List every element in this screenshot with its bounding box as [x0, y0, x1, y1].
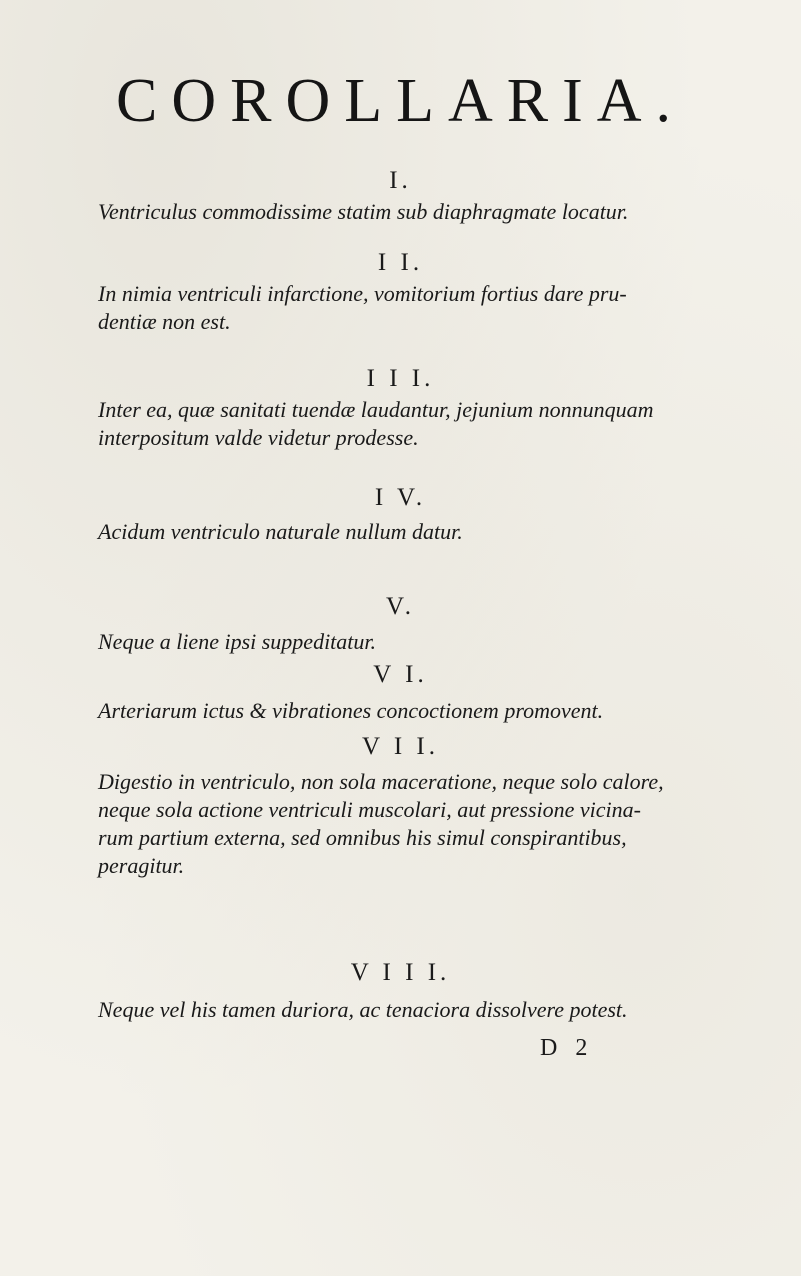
text-line: In nimia ventriculi infarctione, vomitorium fortius dare pru-	[98, 281, 627, 306]
corollary-text	[98, 996, 758, 1024]
text-line: Neque vel his tamen duriora, ac tenaciora dissolvere potest.	[98, 997, 628, 1022]
text-line: dentiæ non est.	[98, 309, 231, 334]
text-line: peragitur.	[98, 853, 185, 878]
corollary-numeral: I.	[389, 167, 412, 194]
corollary-text	[98, 697, 758, 725]
corollary-numeral: V I I I.	[350, 959, 451, 986]
corollary-numeral: V.	[385, 593, 416, 620]
text-line: Arteriarum ictus & vibrationes concoctionem promovent.	[98, 698, 604, 723]
text-line: neque sola actione ventriculi muscolari, aut pressione vicina-	[98, 797, 641, 822]
text-line: Ventriculus commodissime statim sub diaphragmate locatur.	[98, 199, 629, 224]
text-line: Acidum ventriculo naturale nullum datur.	[98, 519, 463, 544]
signature-mark: D 2	[540, 1035, 594, 1061]
corollary-text	[98, 198, 758, 226]
corollary-numeral: I V.	[374, 484, 427, 511]
text-line: Neque a liene ipsi suppeditatur.	[98, 629, 377, 654]
corollary-numeral: V I.	[373, 661, 428, 688]
corollary-text	[98, 396, 758, 452]
corollary-text	[98, 768, 758, 880]
corollary-text	[98, 628, 758, 656]
corollary-numeral: V I I.	[361, 733, 439, 760]
corollary-text	[98, 518, 758, 546]
corollary-text	[98, 280, 758, 336]
text-line: Digestio in ventriculo, non sola maceratione, neque solo calore,	[98, 769, 664, 794]
page-title: COROLLARIA.	[115, 67, 686, 135]
text-line: rum partium externa, sed omnibus his simul conspirantibus,	[98, 825, 627, 850]
text-line: interpositum valde videtur prodesse.	[98, 425, 419, 450]
text-line: Inter ea, quæ sanitati tuendæ laudantur, jejunium nonnunquam	[98, 397, 654, 422]
corollary-numeral: I I I.	[366, 365, 435, 392]
corollary-numeral: I I.	[377, 249, 424, 276]
